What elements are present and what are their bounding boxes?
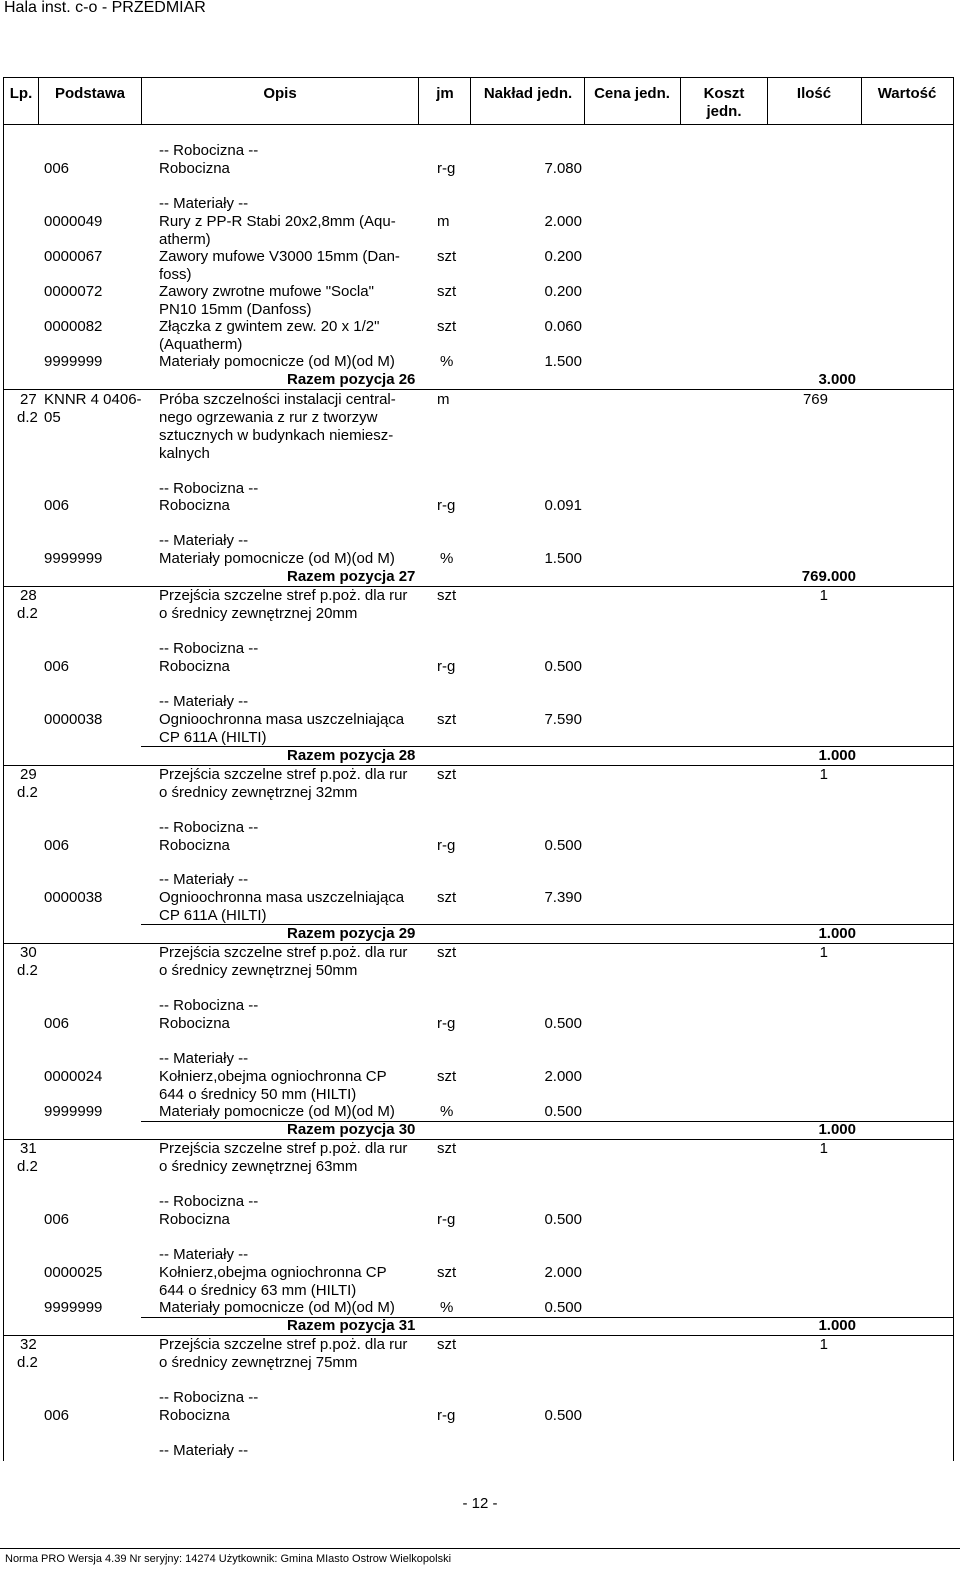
resource-code: 0000025 bbox=[44, 1264, 103, 1281]
resource-norm: 0.500 bbox=[544, 1407, 582, 1424]
header-koszt-jedn: jedn. bbox=[706, 103, 742, 120]
column-divider bbox=[418, 77, 419, 124]
resource-norm: 7.590 bbox=[544, 711, 582, 728]
section-heading: -- Materiały -- bbox=[159, 693, 249, 710]
header-cena: Cena jedn. bbox=[594, 85, 670, 102]
resource-name: Robocizna bbox=[159, 658, 230, 675]
resource-unit: r-g bbox=[437, 1015, 456, 1032]
position-quantity: 769 bbox=[802, 391, 828, 408]
resource-norm: 7.080 bbox=[544, 160, 582, 177]
position-unit: m bbox=[437, 391, 450, 408]
resource-name: 644 o średnicy 50 mm (HILTI) bbox=[159, 1086, 357, 1103]
position-quantity: 1 bbox=[819, 1140, 828, 1157]
resource-unit: r-g bbox=[437, 658, 456, 675]
resource-norm: 0.500 bbox=[544, 1015, 582, 1032]
footer-info: Norma PRO Wersja 4.39 Nr seryjny: 14274 Użytkownik: Gmina MIasto Ostrow Wielkopolski bbox=[5, 1553, 452, 1565]
resource-name: Robocizna bbox=[159, 1015, 230, 1032]
resource-unit: szt bbox=[437, 283, 457, 300]
resource-name: Robocizna bbox=[159, 1407, 230, 1424]
position-number-suffix: d.2 bbox=[17, 1158, 38, 1175]
resource-name: Robocizna bbox=[159, 837, 230, 854]
resource-norm: 0.500 bbox=[544, 1211, 582, 1228]
position-quantity: 1 bbox=[819, 1336, 828, 1353]
position-unit: szt bbox=[437, 1336, 457, 1353]
position-description: Przejścia szczelne stref p.poż. dla rur bbox=[159, 766, 408, 783]
document-title: Hala inst. c-o - PRZEDMIAR bbox=[4, 0, 206, 16]
resource-name: Materiały pomocnicze (od M)(od M) bbox=[159, 353, 395, 370]
section-heading: -- Materiały -- bbox=[159, 532, 249, 549]
resource-code: 0000067 bbox=[44, 248, 103, 265]
resource-name: Robocizna bbox=[159, 160, 230, 177]
resource-unit: r-g bbox=[437, 837, 456, 854]
position-number-suffix: d.2 bbox=[17, 409, 38, 426]
position-description: o średnicy zewnętrznej 20mm bbox=[159, 605, 358, 622]
resource-name: (Aquatherm) bbox=[159, 336, 243, 353]
resource-name: atherm) bbox=[159, 231, 211, 248]
resource-unit: % bbox=[440, 1103, 454, 1120]
resource-name: Złączka z gwintem zew. 20 x 1/2" bbox=[159, 318, 380, 335]
resource-name: Rury z PP-R Stabi 20x2,8mm (Aqu- bbox=[159, 213, 396, 230]
resource-name: Robocizna bbox=[159, 497, 230, 514]
position-total-value: 769.000 bbox=[801, 568, 856, 585]
resource-norm: 7.390 bbox=[544, 889, 582, 906]
resource-unit: szt bbox=[437, 711, 457, 728]
header-ilosc: Ilość bbox=[796, 85, 832, 102]
section-heading: -- Robocizna -- bbox=[159, 819, 259, 836]
position-description: o średnicy zewnętrznej 75mm bbox=[159, 1354, 358, 1371]
resource-norm: 1.500 bbox=[544, 353, 582, 370]
resource-code: 006 bbox=[44, 1211, 70, 1228]
position-description: Przejścia szczelne stref p.poż. dla rur bbox=[159, 587, 408, 604]
resource-unit: % bbox=[440, 1299, 454, 1316]
resource-unit: szt bbox=[437, 1068, 457, 1085]
position-description: o średnicy zewnętrznej 63mm bbox=[159, 1158, 358, 1175]
resource-name: Materiały pomocnicze (od M)(od M) bbox=[159, 550, 395, 567]
resource-name: 644 o średnicy 63 mm (HILTI) bbox=[159, 1282, 357, 1299]
column-divider bbox=[861, 77, 862, 124]
resource-code: 9999999 bbox=[44, 1103, 103, 1120]
resource-unit: szt bbox=[437, 318, 457, 335]
page-number: - 12 - bbox=[462, 1495, 498, 1512]
resource-name: Robocizna bbox=[159, 1211, 230, 1228]
resource-code: 0000082 bbox=[44, 318, 103, 335]
resource-norm: 2.000 bbox=[544, 1264, 582, 1281]
section-heading: -- Robocizna -- bbox=[159, 142, 259, 159]
resource-name: Kołnierz,obejma ogniochronna CP bbox=[159, 1264, 387, 1281]
resource-name: Ognioochronna masa uszczelniająca bbox=[159, 711, 405, 728]
resource-code: 006 bbox=[44, 497, 70, 514]
header-jm: jm bbox=[436, 85, 454, 102]
resource-norm: 2.000 bbox=[544, 213, 582, 230]
position-total-label: Razem pozycja 31 bbox=[287, 1317, 416, 1334]
position-description: sztucznych w budynkach niemiesz- bbox=[159, 427, 394, 444]
resource-norm: 0.500 bbox=[544, 1103, 582, 1120]
position-number: 32 bbox=[20, 1336, 37, 1353]
position-base: 05 bbox=[44, 409, 61, 426]
resource-code: 006 bbox=[44, 160, 70, 177]
resource-code: 006 bbox=[44, 1407, 70, 1424]
column-divider bbox=[680, 77, 681, 124]
resource-unit: szt bbox=[437, 889, 457, 906]
section-heading: -- Materiały -- bbox=[159, 1246, 249, 1263]
resource-name: Ognioochronna masa uszczelniająca bbox=[159, 889, 405, 906]
position-description: Przejścia szczelne stref p.poż. dla rur bbox=[159, 1336, 408, 1353]
resource-code: 0000038 bbox=[44, 889, 103, 906]
position-total-label: Razem pozycja 30 bbox=[287, 1121, 416, 1138]
column-divider bbox=[767, 77, 768, 124]
position-number: 28 bbox=[20, 587, 37, 604]
resource-name: Materiały pomocnicze (od M)(od M) bbox=[159, 1103, 395, 1120]
resource-name: PN10 15mm (Danfoss) bbox=[159, 301, 312, 318]
position-total-value: 1.000 bbox=[818, 925, 856, 942]
position-quantity: 1 bbox=[819, 944, 828, 961]
header-koszt: Koszt bbox=[703, 85, 745, 102]
position-number: 30 bbox=[20, 944, 37, 961]
position-number-suffix: d.2 bbox=[17, 784, 38, 801]
section-heading: -- Materiały -- bbox=[159, 871, 249, 888]
resource-name: CP 611A (HILTI) bbox=[159, 729, 267, 746]
position-description: Przejścia szczelne stref p.poż. dla rur bbox=[159, 944, 408, 961]
column-divider bbox=[38, 77, 39, 124]
resource-code: 006 bbox=[44, 1015, 70, 1032]
position-total-value: 3.000 bbox=[818, 371, 856, 388]
position-divider bbox=[3, 389, 953, 390]
position-number: 31 bbox=[20, 1140, 37, 1157]
position-number-suffix: d.2 bbox=[17, 1354, 38, 1371]
resource-name: Zawory mufowe V3000 15mm (Dan- bbox=[159, 248, 400, 265]
header-opis: Opis bbox=[263, 85, 297, 102]
resource-norm: 0.500 bbox=[544, 658, 582, 675]
position-unit: szt bbox=[437, 944, 457, 961]
position-description: o średnicy zewnętrznej 50mm bbox=[159, 962, 358, 979]
resource-code: 0000072 bbox=[44, 283, 103, 300]
header-lp: Lp. bbox=[9, 85, 33, 102]
position-total-value: 1.000 bbox=[818, 747, 856, 764]
section-heading: -- Robocizna -- bbox=[159, 480, 259, 497]
position-number-suffix: d.2 bbox=[17, 962, 38, 979]
header-wartosc: Wartość bbox=[877, 85, 937, 102]
position-number: 27 bbox=[20, 391, 37, 408]
resource-unit: r-g bbox=[437, 160, 456, 177]
position-total-label: Razem pozycja 28 bbox=[287, 747, 416, 764]
position-base: KNNR 4 0406- bbox=[44, 391, 142, 408]
position-total-value: 1.000 bbox=[818, 1317, 856, 1334]
section-heading: -- Materiały -- bbox=[159, 1050, 249, 1067]
footer-divider bbox=[0, 1548, 960, 1549]
resource-norm: 1.500 bbox=[544, 550, 582, 567]
position-description: o średnicy zewnętrznej 32mm bbox=[159, 784, 358, 801]
resource-unit: r-g bbox=[437, 1407, 456, 1424]
position-total-value: 1.000 bbox=[818, 1121, 856, 1138]
position-total-label: Razem pozycja 26 bbox=[287, 371, 416, 388]
position-unit: szt bbox=[437, 1140, 457, 1157]
resource-code: 0000049 bbox=[44, 213, 103, 230]
resource-code: 0000024 bbox=[44, 1068, 103, 1085]
resource-unit: % bbox=[440, 353, 454, 370]
resource-unit: szt bbox=[437, 1264, 457, 1281]
resource-unit: r-g bbox=[437, 1211, 456, 1228]
resource-unit: r-g bbox=[437, 497, 456, 514]
column-divider bbox=[584, 77, 585, 124]
header-naklad: Nakład jedn. bbox=[483, 85, 573, 102]
position-number: 29 bbox=[20, 766, 37, 783]
resource-name: CP 611A (HILTI) bbox=[159, 907, 267, 924]
section-heading: -- Robocizna -- bbox=[159, 997, 259, 1014]
position-description: kalnych bbox=[159, 445, 210, 462]
position-unit: szt bbox=[437, 766, 457, 783]
resource-unit: m bbox=[437, 213, 450, 230]
position-number-suffix: d.2 bbox=[17, 605, 38, 622]
position-total-label: Razem pozycja 29 bbox=[287, 925, 416, 942]
section-heading: -- Robocizna -- bbox=[159, 640, 259, 657]
section-heading: -- Robocizna -- bbox=[159, 1389, 259, 1406]
resource-code: 0000038 bbox=[44, 711, 103, 728]
resource-name: foss) bbox=[159, 266, 192, 283]
resource-code: 006 bbox=[44, 658, 70, 675]
section-heading: -- Robocizna -- bbox=[159, 1193, 259, 1210]
resource-norm: 0.200 bbox=[544, 248, 582, 265]
resource-norm: 0.200 bbox=[544, 283, 582, 300]
resource-code: 9999999 bbox=[44, 353, 103, 370]
position-total-label: Razem pozycja 27 bbox=[287, 568, 416, 585]
resource-norm: 0.500 bbox=[544, 837, 582, 854]
resource-norm: 0.060 bbox=[544, 318, 582, 335]
resource-code: 9999999 bbox=[44, 550, 103, 567]
position-description: Przejścia szczelne stref p.poż. dla rur bbox=[159, 1140, 408, 1157]
position-quantity: 1 bbox=[819, 766, 828, 783]
resource-unit: % bbox=[440, 550, 454, 567]
column-divider bbox=[141, 77, 142, 124]
column-divider bbox=[470, 77, 471, 124]
resource-code: 9999999 bbox=[44, 1299, 103, 1316]
resource-norm: 0.091 bbox=[544, 497, 582, 514]
position-description: nego ogrzewania z rur z tworzyw bbox=[159, 409, 378, 426]
section-heading: -- Materiały -- bbox=[159, 1442, 249, 1459]
header-podstawa: Podstawa bbox=[54, 85, 126, 102]
resource-norm: 2.000 bbox=[544, 1068, 582, 1085]
position-quantity: 1 bbox=[819, 587, 828, 604]
resource-name: Kołnierz,obejma ogniochronna CP bbox=[159, 1068, 387, 1085]
resource-name: Zawory zwrotne mufowe "Socla" bbox=[159, 283, 374, 300]
resource-name: Materiały pomocnicze (od M)(od M) bbox=[159, 1299, 395, 1316]
resource-unit: szt bbox=[437, 248, 457, 265]
section-heading: -- Materiały -- bbox=[159, 195, 249, 212]
position-unit: szt bbox=[437, 587, 457, 604]
position-description: Próba szczelności instalacji central- bbox=[159, 391, 396, 408]
resource-norm: 0.500 bbox=[544, 1299, 582, 1316]
resource-code: 006 bbox=[44, 837, 70, 854]
header-divider bbox=[3, 124, 953, 125]
